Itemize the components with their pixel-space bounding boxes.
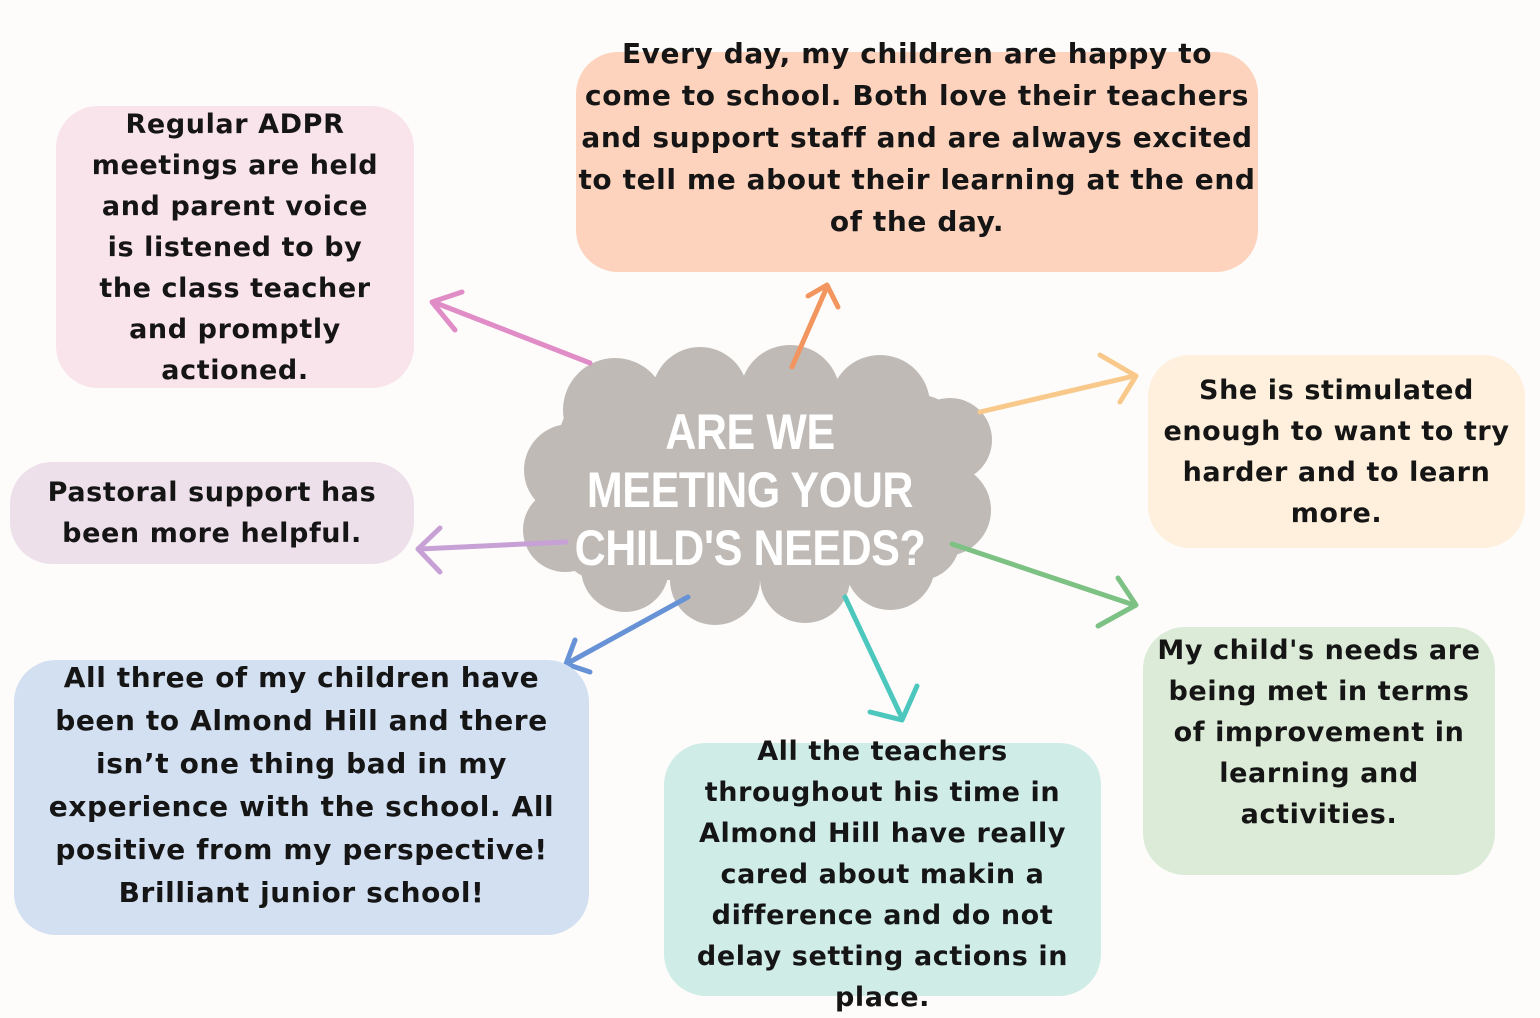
comment-almond-hill-text: All three of my children have been to Almond Hill and there isn’t one thing bad in my experience with the school. All positive from my perspective! Brilliant junior school! bbox=[48, 660, 555, 909]
comment-every-day-text: Every day, my children are happy to come to school. Both love their teachers and support staff and are always excited to tell me about their learning at the end of the day. bbox=[578, 37, 1256, 238]
comment-adpr-text: Regular ADPR meetings are held and parent voice is listened to by the class teacher and promptly actioned. bbox=[91, 108, 379, 386]
comment-teachers bbox=[664, 736, 1101, 1013]
comment-stimulated-text: She is stimulated enough to want to try harder and to learn more. bbox=[1163, 374, 1510, 529]
center-title: ARE WE MEETING YOUR CHILD'S NEEDS? bbox=[574, 404, 926, 576]
arrow-to-stimulated bbox=[980, 355, 1136, 412]
comment-almond-hill bbox=[14, 660, 589, 935]
comment-pastoral-text: Pastoral support has been more helpful. bbox=[47, 477, 377, 549]
arrow-to-needs-met bbox=[952, 544, 1136, 626]
comment-needs-met-text: My child's needs are being met in terms of improvement in learning and activities. bbox=[1157, 634, 1481, 830]
comment-every-day bbox=[576, 37, 1258, 272]
comment-pastoral bbox=[10, 462, 414, 564]
comment-stimulated bbox=[1148, 355, 1525, 548]
arrow-to-teachers bbox=[845, 597, 917, 720]
comment-adpr bbox=[56, 106, 414, 388]
arrow-to-adpr bbox=[432, 292, 590, 363]
comment-needs-met bbox=[1143, 627, 1495, 875]
comment-teachers-text: All the teachers throughout his time in Almond Hill have really cared about makin a difference and do not delay setting actions in place. bbox=[696, 736, 1069, 1013]
